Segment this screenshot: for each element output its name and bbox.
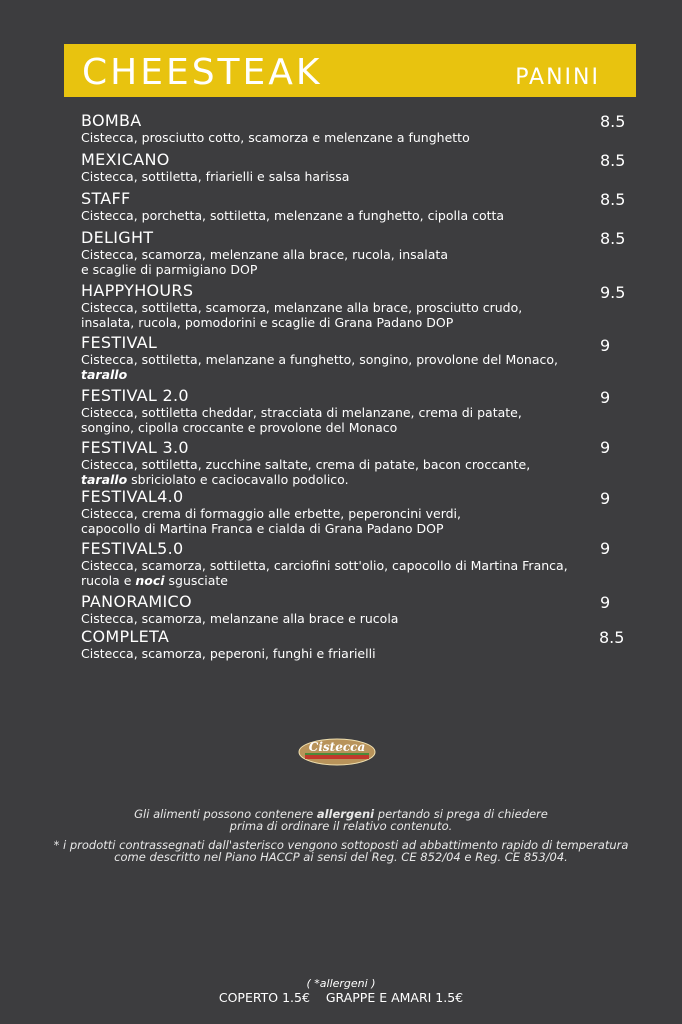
item-name: DELIGHT [81,228,154,247]
grappe-price: GRAPPE E AMARI 1.5€ [325,990,464,1005]
item-price: 9 [600,388,611,407]
allergen-note-post: pertando si prega di chiedere [374,807,548,821]
item-price: 9.5 [600,283,626,302]
item-description: e scaglie di parmigiano DOP [81,262,258,277]
item-description [81,367,631,382]
item-description: Cistecca, sottiletta, friarielli e salsa harissa [81,169,350,184]
item-description: Cistecca, sottiletta cheddar, stracciata di melanzane, crema di patate, [81,405,522,420]
item-price: 9 [600,489,611,508]
menu-item [81,593,631,626]
item-price: 8.5 [600,229,626,248]
menu-item [81,387,631,435]
haccp-note-line2: come descritto nel Piano HACCP ai sensi del Reg. CE 852/04 e Reg. CE 853/04. [114,850,568,864]
item-description: Cistecca, crema di formaggio alle erbette, peperoncini verdi, [81,506,461,521]
menu-item [81,628,631,661]
menu-item [81,488,631,536]
section-title: CHEESTEAK [82,52,323,93]
cistecca-logo [297,737,377,767]
item-name: HAPPYHOURS [81,281,194,300]
item-name: FESTIVAL [81,333,158,352]
menu-item [81,439,631,487]
item-name: COMPLETA [81,627,170,646]
item-name: PANORAMICO [81,592,192,611]
item-price: 8.5 [600,190,626,209]
item-name: BOMBA [81,111,142,130]
menu-item [81,282,631,330]
menu-item [81,540,631,588]
item-description: songino, cipolla croccante e provolone del Monaco [81,420,398,435]
allergeni-label: ( *allergeni ) [306,977,376,990]
item-price: 8.5 [600,112,626,131]
allergen-note-bold: allergeni [316,807,375,821]
item-name: FESTIVAL5.0 [81,539,184,558]
item-description-italic: tarallo [81,367,128,382]
item-description: Cistecca, scamorza, peperoni, funghi e friarielli [81,646,376,661]
item-description: Cistecca, scamorza, sottiletta, carciofini sott'olio, capocollo di Martina Franca, [81,558,568,573]
item-description: Cistecca, porchetta, sottiletta, melenzane a funghetto, cipolla cotta [81,208,505,223]
item-description: Cistecca, sottiletta, zucchine saltate, crema di patate, bacon croccante, [81,457,531,472]
menu-item [81,112,631,145]
item-description: capocollo di Martina Franca e cialda di Grana Padano DOP [81,521,444,536]
allergen-note-line2: prima di ordinare il relativo contenuto. [229,819,453,833]
menu-item [81,229,631,277]
item-description-italic: tarallo [81,472,128,487]
footer-prices [0,990,682,1005]
section-header [64,44,636,97]
menu-item [81,151,631,184]
item-description-rest: sbriciolato e caciocavallo podolico. [127,472,349,487]
item-price: 9 [600,593,611,612]
item-description: Cistecca, sottiletta, melanzane a funghetto, songino, provolone del Monaco, [81,352,559,367]
item-price: 8.5 [599,628,625,647]
item-price: 9 [600,438,611,457]
haccp-note-line1: * i prodotti contrassegnati dall'asterisco vengono sottoposti ad abbattimento rapido di temperatura [53,838,629,852]
item-description-rest: sgusciate [164,573,228,588]
item-name: STAFF [81,189,131,208]
item-name: FESTIVAL4.0 [81,487,184,506]
coperto-price: COPERTO 1.5€ [218,990,310,1005]
allergen-note-pre: Gli alimenti possono contenere [134,807,317,821]
item-description: Cistecca, scamorza, melanzane alla brace e rucola [81,611,399,626]
item-name: FESTIVAL 3.0 [81,438,189,457]
item-description [81,573,631,588]
item-price: 9 [600,539,611,558]
item-price: 8.5 [600,151,626,170]
item-description: Cistecca, scamorza, melenzane alla brace, rucola, insalata [81,247,448,262]
section-subtitle: PANINI [515,65,600,90]
menu-item [81,190,631,223]
item-description-italic: noci [135,573,165,588]
item-description-pre: rucola e [81,573,136,588]
item-description: insalata, rucola, pomodorini e scaglie di Grana Padano DOP [81,315,454,330]
menu-item [81,334,631,382]
item-name: MEXICANO [81,150,170,169]
item-description: Cistecca, prosciutto cotto, scamorza e melenzane a funghetto [81,130,470,145]
item-description: Cistecca, sottiletta, scamorza, melanzane alla brace, prosciutto crudo, [81,300,523,315]
item-name: FESTIVAL 2.0 [81,386,189,405]
item-description [81,472,631,487]
item-price: 9 [600,336,611,355]
logo-text: Cistecca [308,740,366,754]
